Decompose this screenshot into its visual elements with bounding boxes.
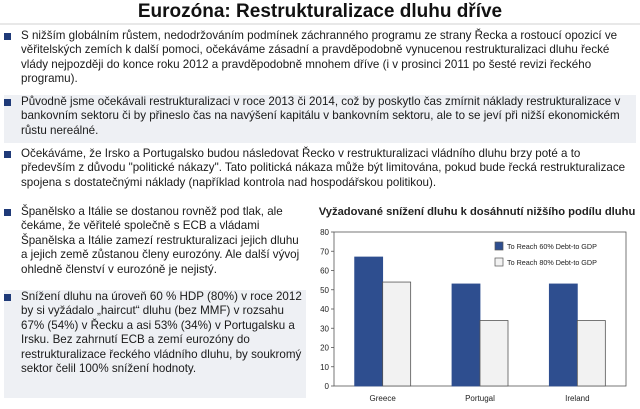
bar-portugal-series2 (480, 321, 508, 386)
legend-label: To Reach 60% Debt-to GDP (507, 242, 597, 251)
y-tick-label: 50 (320, 285, 329, 295)
bar-ireland-series2 (577, 321, 605, 386)
bar-portugal-series1 (452, 284, 480, 386)
legend-swatch (495, 242, 503, 250)
bullet-item (4, 95, 636, 143)
bar-ireland-series1 (549, 284, 577, 386)
bullet-text: S nižším globálním růstem, nedodržováním podmínek záchranného programu ze strany Řecka a rostoucí opozicí ve věřitelských zemích k další pomoci, očekáváme zásadní a pravděpodobně vynucenou restrukturalizaci dluhu řecké vlády nejpozději do konce roku 2012 a pravděpodobně mnohem dříve (i v prosinci 2011 po šesté revizi řeckého programu). (21, 29, 618, 86)
bullet-square-icon (4, 294, 11, 301)
bullet-text: Původně jsme očekávali restrukturalizaci v roce 2013 či 2014, což by poskytlo čas zmírnit náklady restrukturalizace v bankovním sektoru či by přineslo čas na navýšení kapitálu v bankovním sektoru, ale to se jeví při nižší ekonomickém růstu nereálné. (21, 95, 621, 137)
chart-title: Vyžadované snížení dluhu k dosáhnutí nižšího podílu dluhu (318, 206, 636, 218)
y-tick-label: 30 (320, 324, 329, 334)
x-tick-label: Portugal (465, 394, 495, 403)
bullet-text: Očekáváme, že Irsko a Portugalsko budou následovat Řecko v restrukturalizaci vládního dluhu brzy poté a to především z důvodu "politické nákazy". Tato politická nákaza může být limitována, pokud bude řecká restrukturalizace spojena s dostatečnými náklady (například kontrola nad hospodářskou politikou). (21, 147, 626, 189)
page-title: Eurozóna: Restrukturalizace dluhu dříve (137, 1, 503, 22)
legend-swatch (495, 258, 503, 266)
x-tick-label: Greece (369, 394, 396, 403)
y-tick-label: 60 (320, 266, 329, 276)
title-divider (0, 23, 640, 25)
bullet-square-icon (4, 209, 11, 216)
bar-greece-series1 (355, 257, 383, 386)
legend-label: To Reach 80% Debt-to GDP (507, 258, 597, 267)
bullet-square-icon (4, 99, 11, 106)
y-tick-label: 40 (320, 305, 329, 314)
y-tick-label: 0 (324, 382, 329, 391)
bar-greece-series2 (383, 282, 411, 386)
y-tick-label: 70 (320, 247, 329, 257)
y-tick-label: 20 (320, 343, 329, 353)
debt-reduction-chart (308, 222, 636, 406)
bullet-item (4, 147, 636, 195)
bullet-item (4, 290, 306, 398)
bullet-item (4, 205, 306, 283)
bullet-text: Snížení dluhu na úroveň 60 % HDP (80%) v roce 2012 by si vyžádalo „haircut“ dluhu (bez MMF) v rozsahu 67% (54%) v Řecku a asi 53% (34%) v Portugalsku a Irsku. Bez zahrnutí ECB a zemí eurozóny do restrukturalizace řeckého vládního dluhu, by soukromý sektor čelil 100% snížení hodnoty. (21, 290, 302, 376)
y-tick-label: 80 (320, 228, 329, 237)
bullet-item (4, 29, 636, 91)
bullet-square-icon (4, 151, 11, 158)
bullet-text: Španělsko a Itálie se dostanou rovněž pod tlak, ale čekáme, že věřitelé společně s ECB a vládami Španělska a Itálie zamezí restrukturalizaci jejich dluhu a jejich země zůstanou členy eurozóny. Ale další vývoj ohledně členství v eurozóně je nejistý. (21, 205, 300, 276)
x-tick-label: Ireland (565, 394, 590, 403)
y-tick-label: 10 (320, 362, 329, 372)
bullet-square-icon (4, 33, 11, 40)
